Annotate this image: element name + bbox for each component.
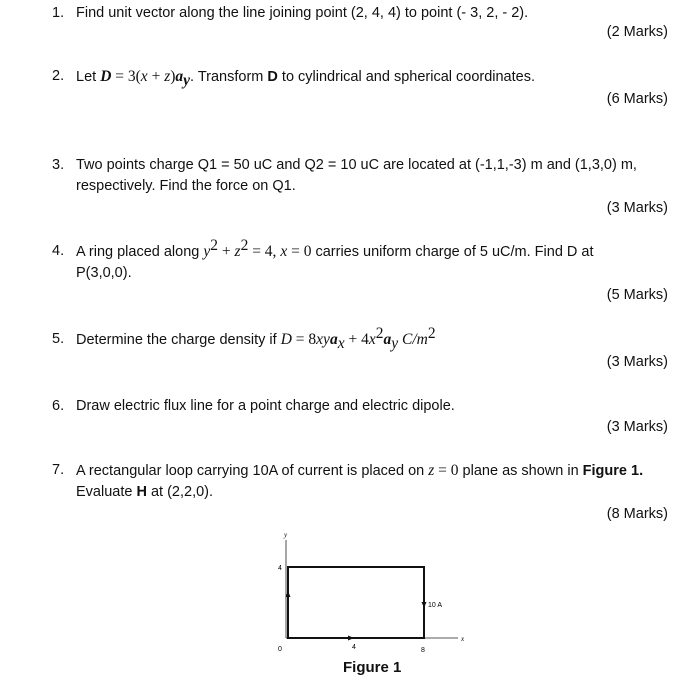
question-3-marks: (3 Marks) [606,200,668,216]
question-number: 5. [52,331,65,347]
question-2-marks: (6 Marks) [606,91,668,107]
question-number: 3. [52,157,65,173]
question-5-marks: (3 Marks) [606,354,668,370]
tick-x-8: 8 [421,647,425,654]
question-4-marks: (5 Marks) [606,287,668,303]
question-text: Find unit vector along the line joining point (2, 4, 4) to point (- 3, 2, - 2). [76,5,529,21]
question-number: 6. [52,398,65,414]
figure-caption: Figure 1 [343,659,402,676]
question-text: Two points charge Q1 = 50 uC and Q2 = 10 uC are located at (-1,1,-3) m and (1,3,0) m, respectively. Find the force on Q1. [76,157,637,194]
question-number: 4. [52,243,65,259]
tick-x-4: 4 [352,644,356,651]
question-text: A rectangular loop carrying 10A of current is placed on z = 0 plane as shown in Figure 1. Evaluate H at (2,2,0). [76,462,644,500]
x-axis-label: x [461,635,465,643]
current-arrow-bottom [348,636,354,641]
question-number: 7. [52,462,65,478]
question-1-marks: (2 Marks) [606,24,668,40]
question-number: 1. [52,5,65,21]
question-text: A ring placed along $y^2 + z^2 = 4$, x = 0 carries uniform charge of 5 uC/m. Find D at P(3,0,0). [76,237,594,281]
tick-origin: 0 [278,646,282,653]
question-text: Draw electric flux line for a point charge and electric dipole. [76,398,455,414]
question-6-marks: (3 Marks) [606,419,668,435]
y-axis-label: y [284,531,288,539]
current-label: 10 A [428,602,443,609]
question-7-marks: (8 Marks) [606,506,668,522]
question-text: Let $D = 3(x + z)a_y$. Transform D to cylindrical and spherical coordinates. [76,68,535,89]
tick-y-4: 4 [278,565,282,572]
current-arrow-right [422,602,427,608]
question-number: 2. [52,68,65,84]
figure-1-diagram [268,528,478,658]
question-text: Determine the charge density if $D = 8xya_x + 4x^2a_y$ $C/m^2$ [76,325,436,352]
current-loop [288,567,424,638]
